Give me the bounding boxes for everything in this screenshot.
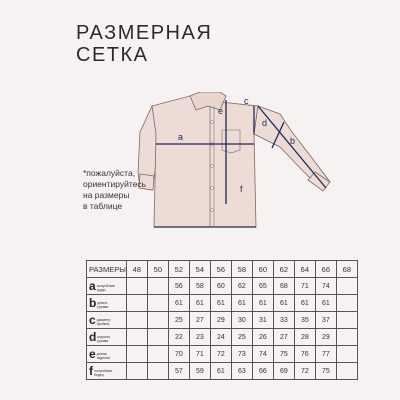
row-description: ширина рукава [97, 335, 110, 344]
table-cell: 57 [168, 363, 189, 380]
table-cell: 37 [315, 312, 336, 329]
table-cell: 60 [210, 278, 231, 295]
row-description: полуобхват груди [96, 284, 116, 293]
size-header: 66 [315, 261, 336, 278]
table-cell: 61 [210, 363, 231, 380]
table-cell [147, 329, 168, 346]
table-row [87, 329, 358, 346]
size-header: 48 [126, 261, 147, 278]
note-line-1: *пожалуйста, [83, 168, 136, 178]
table-cell [147, 346, 168, 363]
table-cell [336, 329, 357, 346]
table-cell: 71 [189, 346, 210, 363]
table-cell: 59 [189, 363, 210, 380]
size-header: 68 [336, 261, 357, 278]
table-cell [147, 363, 168, 380]
table-cell: 25 [231, 329, 252, 346]
table-row [87, 346, 358, 363]
row-label [87, 295, 127, 312]
row-letter: f [89, 364, 93, 378]
size-note [83, 168, 146, 212]
table-cell [126, 278, 147, 295]
table-row [87, 363, 358, 380]
table-cell: 29 [315, 329, 336, 346]
size-header: 64 [294, 261, 315, 278]
row-letter: d [89, 330, 97, 344]
table-row [87, 278, 358, 295]
table-cell: 25 [168, 312, 189, 329]
table-cell [126, 363, 147, 380]
size-header: 54 [189, 261, 210, 278]
table-cell: 27 [189, 312, 210, 329]
table-cell [336, 346, 357, 363]
row-label [87, 312, 127, 329]
size-header: 50 [147, 261, 168, 278]
table-cell: 27 [273, 329, 294, 346]
note-line-2: ориентируйтесь [83, 179, 147, 189]
table-cell [126, 329, 147, 346]
table-cell: 77 [315, 346, 336, 363]
table-cell: 66 [252, 363, 273, 380]
label-d: d [262, 118, 268, 128]
row-letter: c [89, 313, 96, 327]
table-cell: 33 [273, 312, 294, 329]
size-table [86, 260, 358, 380]
label-e: e [218, 106, 224, 116]
table-cell [336, 278, 357, 295]
title-line-1: РАЗМЕРНАЯ [76, 22, 213, 44]
table-cell [147, 278, 168, 295]
row-description: длина изделия [96, 352, 110, 361]
table-cell: 76 [294, 346, 315, 363]
table-cell [147, 295, 168, 312]
table-cell: 75 [315, 363, 336, 380]
table-cell: 72 [294, 363, 315, 380]
table-cell: 61 [210, 295, 231, 312]
table-cell: 71 [294, 278, 315, 295]
table-cell [336, 295, 357, 312]
table-row [87, 295, 358, 312]
row-label [87, 278, 127, 295]
table-cell: 65 [252, 278, 273, 295]
size-header: 62 [273, 261, 294, 278]
row-description: длина рукава [97, 301, 109, 310]
title-line-2: СЕТКА [76, 44, 149, 66]
table-cell: 63 [231, 363, 252, 380]
size-header: 52 [168, 261, 189, 278]
label-f: f [240, 184, 243, 194]
row-description: диаметр проймы [96, 318, 111, 327]
table-cell: 74 [252, 346, 273, 363]
table-cell: 23 [189, 329, 210, 346]
table-row [87, 312, 358, 329]
table-cell: 69 [273, 363, 294, 380]
table-cell: 61 [315, 295, 336, 312]
size-header: 60 [252, 261, 273, 278]
label-a: a [178, 132, 184, 142]
note-line-3: на размеры [83, 190, 130, 200]
table-cell: 31 [252, 312, 273, 329]
table-cell [336, 312, 357, 329]
page-title [76, 22, 212, 66]
size-header: 58 [231, 261, 252, 278]
row-label [87, 363, 127, 380]
table-cell: 75 [273, 346, 294, 363]
table-cell: 58 [189, 278, 210, 295]
table-cell: 35 [294, 312, 315, 329]
table-cell: 61 [252, 295, 273, 312]
table-cell: 61 [294, 295, 315, 312]
row-letter: e [89, 347, 96, 361]
table-cell: 28 [294, 329, 315, 346]
table-cell [147, 312, 168, 329]
header-label: РАЗМЕРЫ [87, 261, 127, 278]
table-cell: 30 [231, 312, 252, 329]
table-cell [336, 363, 357, 380]
table-cell: 72 [210, 346, 231, 363]
table-cell: 24 [210, 329, 231, 346]
table-header-row [87, 261, 358, 278]
table-cell: 70 [168, 346, 189, 363]
table-cell: 73 [231, 346, 252, 363]
row-label [87, 329, 127, 346]
table-cell [126, 312, 147, 329]
label-c: c [244, 96, 249, 106]
row-description: полуобхват бедер [94, 369, 113, 378]
table-cell: 61 [273, 295, 294, 312]
table-cell: 29 [210, 312, 231, 329]
table-cell: 61 [189, 295, 210, 312]
table-cell: 62 [231, 278, 252, 295]
table-cell: 61 [231, 295, 252, 312]
shirt-diagram [130, 92, 340, 232]
table-cell [126, 295, 147, 312]
table-cell: 68 [273, 278, 294, 295]
table-cell: 22 [168, 329, 189, 346]
table-cell: 74 [315, 278, 336, 295]
row-letter: b [89, 296, 97, 310]
table-cell [126, 346, 147, 363]
row-letter: a [89, 279, 96, 293]
size-header: 56 [210, 261, 231, 278]
label-b: b [290, 136, 296, 146]
row-label [87, 346, 127, 363]
table-cell: 26 [252, 329, 273, 346]
table-cell: 56 [168, 278, 189, 295]
table-cell: 61 [168, 295, 189, 312]
note-line-4: в таблице [83, 201, 123, 211]
